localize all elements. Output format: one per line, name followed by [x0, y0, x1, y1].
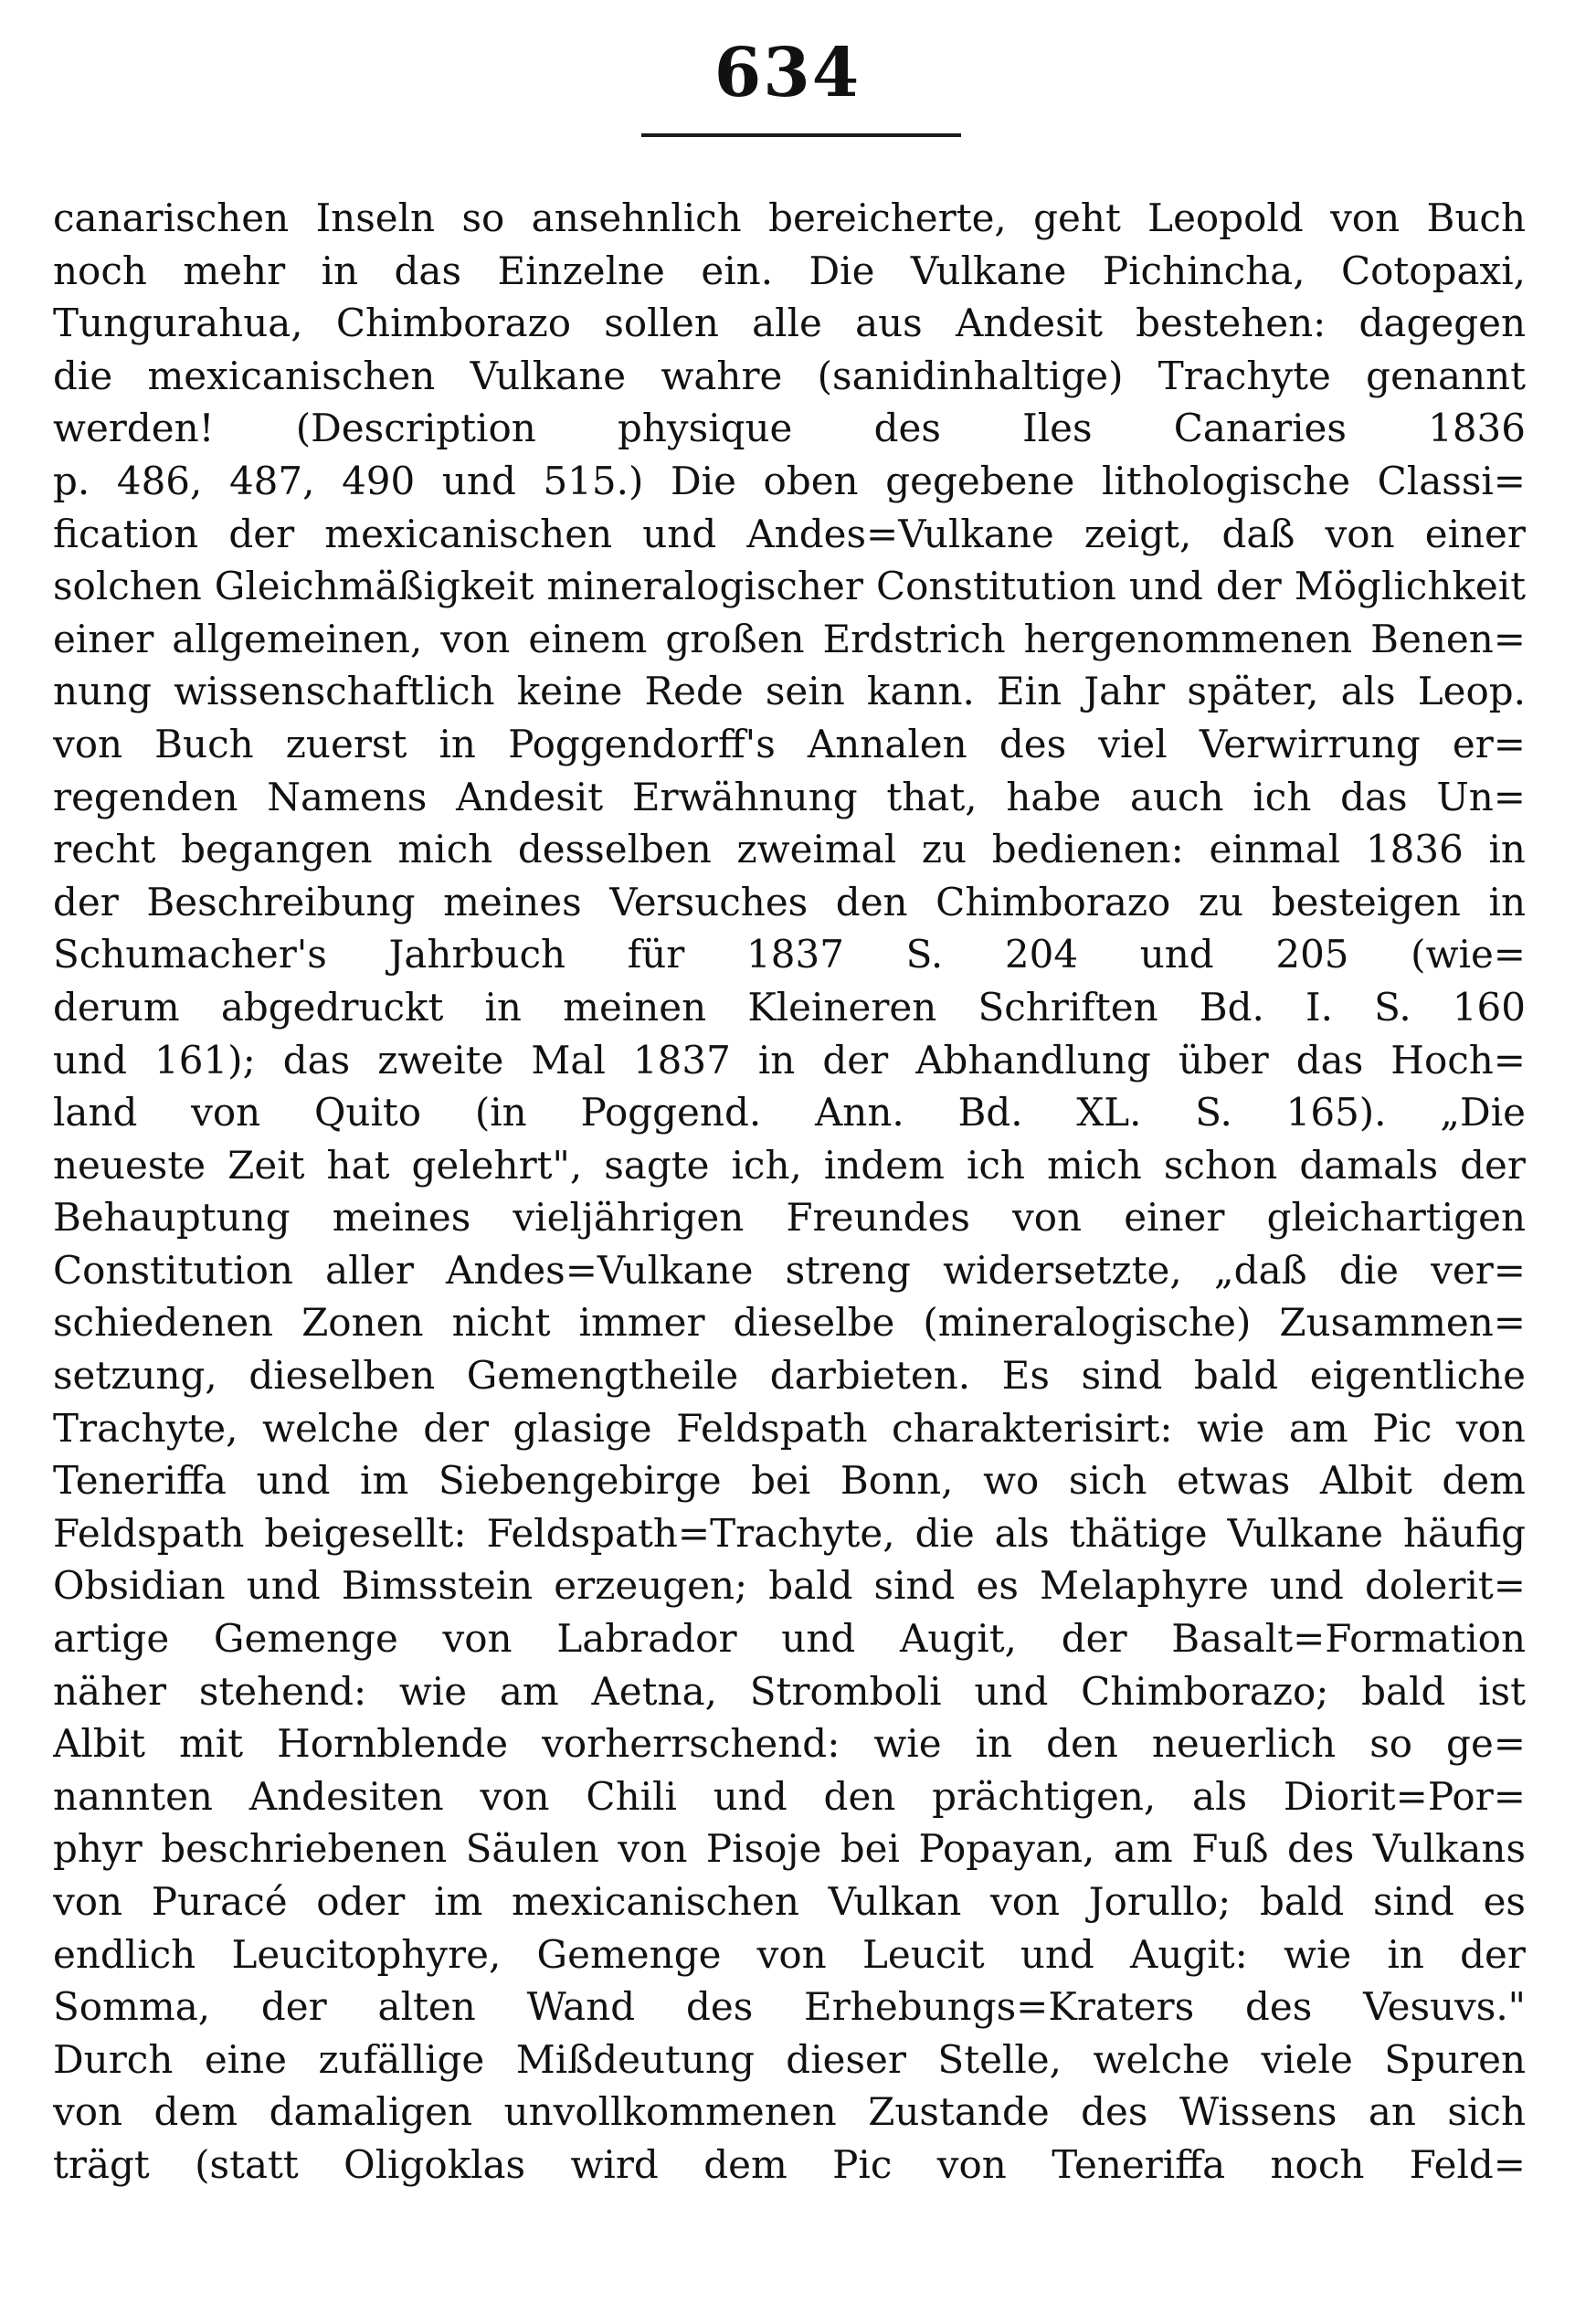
text-line: Teneriffa und im Siebengebirge bei Bonn, wo sich etwas Albit dem: [53, 1458, 1526, 1504]
text-line: Obsidian und Bimsstein erzeugen; bald sind es Melaphyre und dolerit=: [53, 1563, 1526, 1609]
page-number: 634: [714, 34, 861, 112]
text-line: canarischen Inseln so ansehnlich bereicherte, geht Leopold von Buch: [53, 195, 1526, 240]
text-line: nannten Andesiten von Chili und den prächtigen, als Diorit=Por=: [53, 1773, 1526, 1819]
text-line: phyr beschriebenen Säulen von Pisoje bei Popayan, am Fuß des Vulkans: [53, 1826, 1526, 1872]
text-line: Feldspath beigesellt: Feldspath=Trachyte, die als thätige Vulkane häufig: [53, 1510, 1526, 1556]
text-line: und 161); das zweite Mal 1837 in der Abhandlung über das Hoch=: [53, 1037, 1526, 1083]
text-line: endlich Leucitophyre, Gemenge von Leucit und Augit: wie in der: [53, 1931, 1526, 1977]
text-line: fication der mexicanischen und Andes=Vulkane zeigt, daß von einer: [53, 511, 1526, 556]
text-line: derum abgedruckt in meinen Kleineren Schriften Bd. I. S. 160: [53, 984, 1526, 1030]
text-line: neueste Zeit hat gelehrt", sagte ich, indem ich mich schon damals der: [53, 1142, 1526, 1188]
text-line: die mexicanischen Vulkane wahre (sanidinhaltige) Trachyte genannt: [53, 353, 1526, 398]
text-line: solchen Gleichmäßigkeit mineralogischer Constitution und der Möglichkeit: [53, 564, 1526, 609]
text-line: Somma, der alten Wand des Erhebungs=Kraters des Vesuvs.": [53, 1984, 1526, 2030]
text-line: land von Quito (in Poggend. Ann. Bd. XL. S. 165). „Die: [53, 1090, 1526, 1136]
text-line: einer allgemeinen, von einem großen Erdstrich hergenommenen Benen=: [53, 616, 1526, 661]
text-line: werden! (Description physique des Iles Canaries 1836: [53, 406, 1526, 451]
text-line: noch mehr in das Einzelne ein. Die Vulkane Pichincha, Cotopaxi,: [53, 248, 1526, 293]
text-line: schiedenen Zonen nicht immer dieselbe (mineralogische) Zusammen=: [53, 1300, 1526, 1346]
text-line: von Buch zuerst in Poggendorff's Annalen des viel Verwirrung er=: [53, 721, 1526, 766]
text-line: Behauptung meines vieljährigen Freundes von einer gleichartigen: [53, 1195, 1526, 1241]
header-rule: [641, 133, 961, 137]
text-line: trägt (statt Oligoklas wird dem Pic von Teneriffa noch Feld=: [53, 2141, 1526, 2187]
text-line: Durch eine zufällige Mißdeutung dieser Stelle, welche viele Spuren: [53, 2036, 1526, 2082]
text-line: p. 486, 487, 490 und 515.) Die oben gegebene lithologische Classi=: [53, 458, 1526, 503]
text-line: artige Gemenge von Labrador und Augit, der Basalt=Formation: [53, 1616, 1526, 1662]
text-line: Schumacher's Jahrbuch für 1837 S. 204 und 205 (wie=: [53, 932, 1526, 977]
text-line: von dem damaligen unvollkommenen Zustande des Wissens an sich: [53, 2089, 1526, 2135]
text-line: der Beschreibung meines Versuches den Chimborazo zu besteigen in: [53, 879, 1526, 924]
text-line: von Puracé oder im mexicanischen Vulkan von Jorullo; bald sind es: [53, 1879, 1526, 1924]
text-line: Albit mit Hornblende vorherrschend: wie in den neuerlich so ge=: [53, 1721, 1526, 1767]
text-line: Tungurahua, Chimborazo sollen alle aus Andesit bestehen: dagegen: [53, 301, 1526, 346]
text-line: regenden Namens Andesit Erwähnung that, habe auch ich das Un=: [53, 774, 1526, 819]
body-text: [53, 192, 1526, 2192]
text-line: Trachyte, welche der glasige Feldspath charakterisirt: wie am Pic von: [53, 1405, 1526, 1451]
text-line: näher stehend: wie am Aetna, Stromboli und Chimborazo; bald ist: [53, 1668, 1526, 1714]
text-line: recht begangen mich desselben zweimal zu bedienen: einmal 1836 in: [53, 827, 1526, 872]
text-line: nung wissenschaftlich keine Rede sein kann. Ein Jahr später, als Leop.: [53, 669, 1526, 714]
text-line: Constitution aller Andes=Vulkane streng widersetzte, „daß die ver=: [53, 1247, 1526, 1293]
text-line: setzung, dieselben Gemengtheile darbieten. Es sind bald eigentliche: [53, 1353, 1526, 1399]
